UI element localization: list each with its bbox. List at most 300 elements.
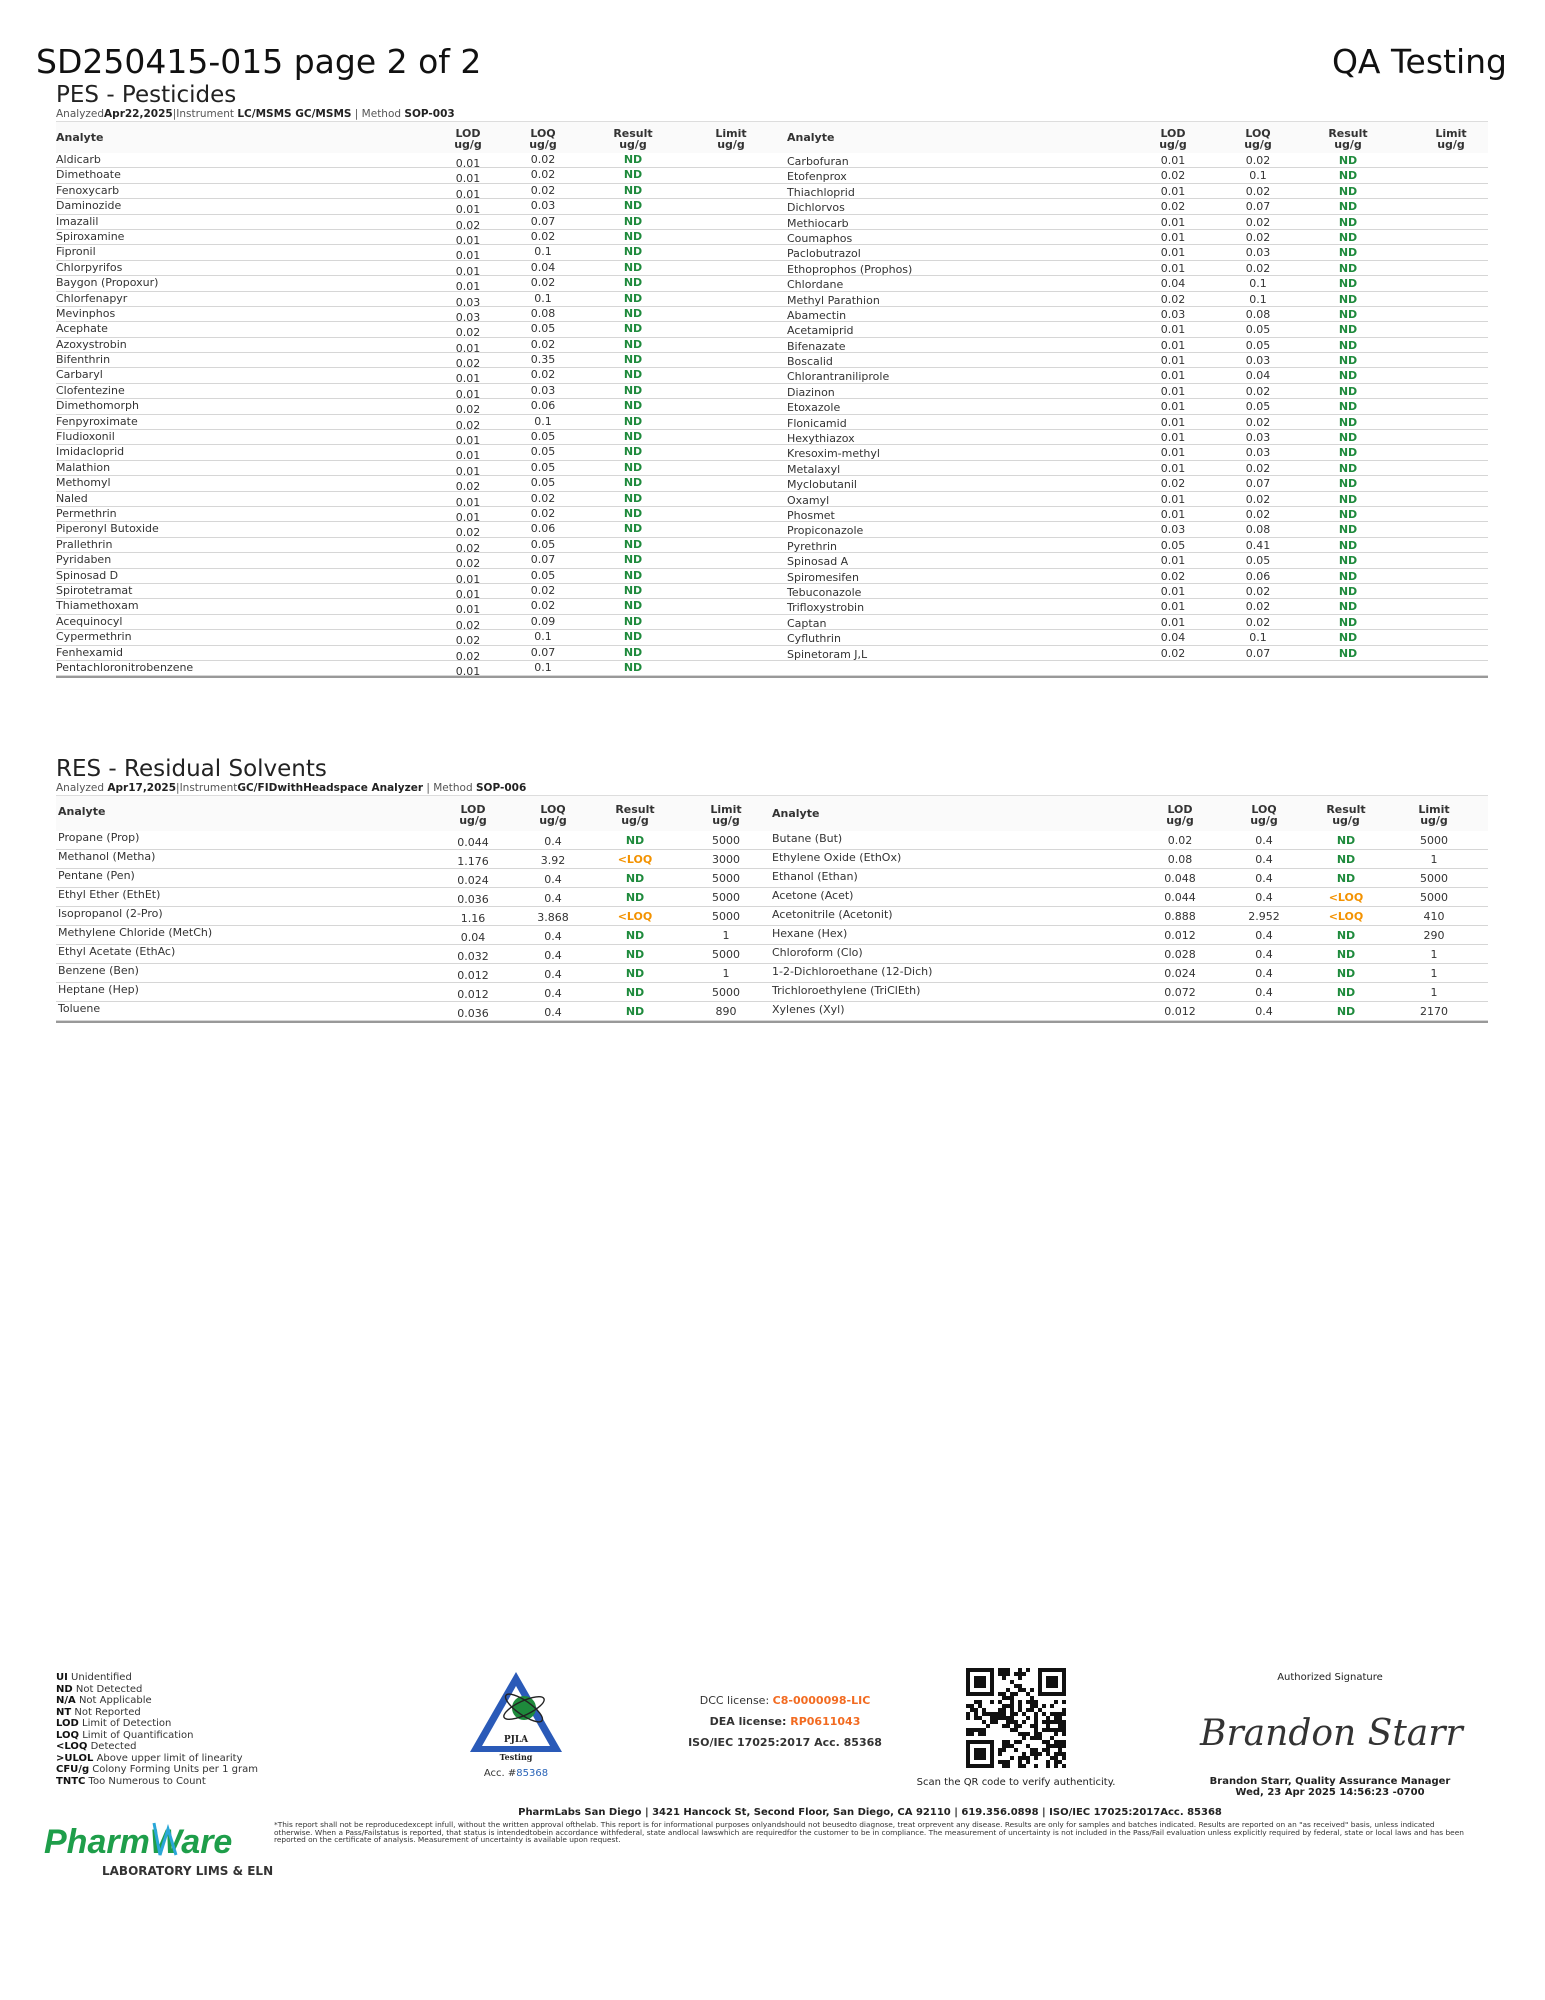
table-cell: 0.01 — [1160, 154, 1186, 167]
table-cell: Naled — [56, 491, 88, 505]
col-lod-label: LOD — [1160, 127, 1186, 140]
legend-abbr: <LOQ — [56, 1741, 88, 1752]
table-cell: 0.07 — [530, 645, 556, 659]
table-cell: Malathion — [56, 460, 111, 474]
table-cell: ND — [1338, 507, 1358, 521]
report-id: SD250415-015 page 2 of 2 — [36, 42, 482, 81]
license-block — [660, 1690, 910, 1753]
analyzed-label: Analyzed — [56, 108, 105, 120]
legend-item — [56, 1684, 258, 1696]
table-cell: 0.1 — [534, 245, 552, 259]
table-row — [56, 399, 1488, 417]
table-cell: ND — [623, 630, 643, 644]
table-cell: ND — [623, 460, 643, 474]
table-cell: 0.02 — [455, 418, 481, 432]
table-cell: 0.02 — [1160, 477, 1186, 491]
table-cell: 3.868 — [537, 911, 569, 924]
table-cell: ND — [625, 929, 645, 942]
table-cell: Chloroform (Clo) — [772, 946, 863, 959]
table-cell: Coumaphos — [787, 231, 853, 245]
col-limit-2 — [1404, 804, 1464, 826]
legend-text: Colony Forming Units per 1 gram — [92, 1764, 258, 1775]
table-cell: 0.01 — [455, 249, 481, 263]
table-cell: 0.02 — [455, 557, 481, 571]
table-cell: Fludioxonil — [56, 430, 115, 444]
table-cell: 0.02 — [1160, 200, 1186, 214]
table-cell: 0.036 — [457, 1007, 489, 1020]
table-row — [56, 615, 1488, 630]
method: SOP-003 — [404, 108, 455, 120]
col-loq-label: LOQ — [540, 803, 566, 816]
table-cell: ND — [1338, 523, 1358, 537]
table-row — [56, 199, 1488, 217]
table-cell: 0.4 — [1255, 967, 1273, 980]
table-cell: 0.01 — [455, 572, 481, 586]
table-cell: Spinosad A — [787, 555, 849, 569]
legend-item — [56, 1707, 258, 1719]
table-cell: 0.02 — [1245, 600, 1271, 614]
table-cell: 0.012 — [1164, 1005, 1196, 1018]
table-body — [56, 831, 1488, 1021]
table-cell: ND — [623, 245, 643, 259]
table-cell: 5000 — [1420, 834, 1448, 847]
table-row — [56, 261, 1488, 276]
table-cell: 1 — [722, 967, 730, 980]
legend-abbr: >ULOL — [56, 1752, 94, 1764]
table-cell: ND — [623, 214, 643, 228]
table-cell: 0.01 — [1160, 338, 1186, 352]
table-cell: Boscalid — [787, 355, 833, 369]
table-cell: 0.02 — [530, 168, 556, 182]
table-cell: 0.04 — [460, 931, 486, 944]
table-row — [56, 338, 1488, 353]
legend-abbr: CFU/g — [56, 1764, 90, 1775]
table-cell: ND — [1338, 400, 1358, 414]
table-row — [56, 168, 1488, 186]
table-row — [56, 646, 1488, 661]
col-loq-label: LOQ — [530, 127, 556, 140]
table-cell: Carbaryl — [56, 368, 103, 382]
table-cell: 0.01 — [1160, 415, 1186, 429]
legend-abbr: TNTC — [56, 1775, 86, 1787]
table-cell: 290 — [1423, 929, 1445, 942]
table-cell: ND — [623, 583, 643, 597]
table-cell: 2170 — [1420, 1005, 1448, 1018]
table-cell: 0.41 — [1245, 538, 1271, 552]
table-row — [56, 153, 1488, 168]
col-limit-label: Limit — [1435, 127, 1467, 140]
section-meta — [56, 782, 1488, 795]
legend-abbr: UI — [56, 1672, 68, 1683]
table-cell: 0.04 — [1245, 369, 1271, 383]
legend-abbr: LOD — [56, 1718, 79, 1729]
table-cell: 0.4 — [544, 835, 562, 848]
table-row — [56, 245, 1488, 263]
table-cell: 0.1 — [534, 291, 552, 305]
table-cell: Methanol (Metha) — [58, 850, 156, 863]
col-result-2 — [1318, 128, 1378, 150]
table-cell: 0.01 — [1160, 461, 1186, 475]
iso-line: ISO/IEC 17025:2017 Acc. 85368 — [688, 1736, 882, 1749]
table-cell: Fenoxycarb — [56, 183, 120, 197]
method-label: | Method — [354, 108, 402, 120]
table-cell: 0.012 — [1164, 929, 1196, 942]
table-row — [56, 230, 1488, 245]
table-cell: 0.05 — [530, 537, 556, 551]
table-row — [56, 569, 1488, 584]
table-cell: 0.02 — [1160, 292, 1186, 306]
table-row — [56, 430, 1488, 448]
table-cell: 0.01 — [455, 603, 481, 617]
table-cell: 0.02 — [455, 480, 481, 494]
table-cell: ND — [1336, 834, 1356, 847]
table-cell: 0.01 — [1160, 507, 1186, 521]
table-cell: 0.02 — [530, 153, 556, 166]
table-cell: Chlordane — [787, 278, 844, 292]
table-cell: 0.01 — [1160, 369, 1186, 383]
table-cell: 0.01 — [1160, 323, 1186, 337]
table-cell: Thiachloprid — [787, 185, 855, 199]
table-cell: ND — [623, 537, 643, 551]
logo-wordmark: PharmWare — [44, 1823, 233, 1861]
acc-label: Acc. # — [483, 1768, 517, 1779]
table-cell: 0.4 — [544, 873, 562, 886]
col-result-unit: ug/g — [619, 138, 647, 151]
table-cell: Fenpyroximate — [56, 414, 138, 428]
col-result-label: Result — [615, 803, 655, 816]
table-cell: 0.01 — [455, 233, 481, 247]
table-row — [56, 307, 1488, 322]
table-cell: 0.02 — [530, 491, 556, 505]
table-cell: 0.06 — [530, 522, 556, 536]
table-cell: ND — [1338, 354, 1358, 368]
table-cell: 0.02 — [1245, 415, 1271, 429]
table-cell: 0.02 — [1245, 184, 1271, 198]
table-cell: Thiamethoxam — [56, 599, 139, 613]
legend-text: Not Reported — [74, 1706, 141, 1718]
legend-item — [56, 1776, 258, 1788]
table-cell: 5000 — [712, 872, 740, 885]
table-cell: ND — [1338, 415, 1358, 429]
legend-text: Detected — [90, 1741, 137, 1752]
table-cell: Pyrethrin — [787, 539, 838, 553]
pesticides-table — [56, 121, 1488, 678]
table-row — [56, 322, 1488, 340]
table-cell: ND — [623, 491, 643, 505]
table-cell: Xylenes (Xyl) — [772, 1003, 845, 1016]
table-cell: 0.09 — [530, 614, 556, 628]
table-cell: 0.012 — [457, 969, 489, 982]
table-cell: 0.01 — [1160, 215, 1186, 229]
table-cell: 0.03 — [530, 383, 556, 397]
table-cell: Spiroxamine — [56, 229, 125, 243]
table-cell: Spiromesifen — [787, 570, 859, 584]
table-cell: 0.06 — [1245, 569, 1271, 583]
table-cell: ND — [1338, 169, 1358, 183]
table-row — [56, 907, 1488, 926]
table-cell: 0.02 — [530, 337, 556, 351]
table-cell: 1-2-Dichloroethane (12-Dich) — [772, 965, 933, 978]
table-header — [56, 795, 1488, 831]
table-cell: Prallethrin — [56, 537, 113, 551]
table-cell: 0.024 — [457, 874, 489, 887]
col-loq-label: LOQ — [1245, 127, 1271, 140]
table-cell: 0.028 — [1164, 948, 1196, 961]
table-cell: Trichloroethylene (TriClEth) — [772, 984, 921, 997]
table-cell: ND — [1338, 461, 1358, 475]
table-cell: Tebuconazole — [787, 585, 862, 599]
table-cell: Methiocarb — [787, 216, 849, 230]
table-cell: Captan — [787, 616, 827, 630]
table-cell: 0.05 — [530, 476, 556, 490]
table-cell: 0.02 — [455, 526, 481, 540]
table-cell: Fenhexamid — [56, 645, 124, 659]
table-cell: 0.02 — [530, 506, 556, 520]
table-cell: 5000 — [1420, 872, 1448, 885]
table-cell: 0.02 — [455, 618, 481, 632]
table-cell: Etoxazole — [787, 401, 841, 415]
table-row — [56, 630, 1488, 648]
table-row — [56, 661, 1488, 676]
col-loq — [523, 804, 583, 826]
table-cell: 0.036 — [457, 893, 489, 906]
col-lod-label: LOD — [460, 803, 486, 816]
table-row — [56, 353, 1488, 371]
table-row — [56, 368, 1488, 386]
table-cell: 0.4 — [544, 949, 562, 962]
legend-item — [56, 1718, 258, 1730]
col-result-unit: ug/g — [621, 814, 649, 827]
table-cell: 0.06 — [530, 399, 556, 413]
table-cell: 0.072 — [1164, 986, 1196, 999]
analyzed-date: Apr22,2025 — [104, 108, 173, 120]
signature-script: Brandon Starr — [1200, 1713, 1463, 1754]
table-row — [56, 276, 1488, 294]
col-analyte: Analyte — [58, 805, 106, 818]
table-cell: 0.02 — [455, 326, 481, 340]
table-cell: 0.03 — [455, 310, 481, 324]
table-cell: 0.02 — [1245, 384, 1271, 398]
table-cell: 0.02 — [455, 218, 481, 232]
table-cell: Daminozide — [56, 199, 122, 213]
table-cell: 0.01 — [455, 172, 481, 186]
table-cell: <LOQ — [617, 853, 653, 866]
table-cell: 0.03 — [1160, 307, 1186, 321]
table-cell: ND — [623, 306, 643, 320]
table-cell: 0.02 — [455, 634, 481, 648]
table-cell: ND — [623, 199, 643, 213]
table-cell: 0.03 — [1245, 354, 1271, 368]
table-cell: Acetamiprid — [787, 324, 854, 338]
table-row — [56, 869, 1488, 888]
table-cell: ND — [623, 168, 643, 182]
table-cell: 0.02 — [455, 649, 481, 663]
table-cell: 0.02 — [530, 368, 556, 382]
pjla-seal-icon — [466, 1668, 566, 1764]
section-title: RES - Residual Solvents — [56, 756, 327, 782]
table-cell: 0.05 — [530, 430, 556, 444]
table-cell: Azoxystrobin — [56, 337, 127, 351]
instrument: GC/FIDwithHeadspace Analyzer — [237, 782, 424, 794]
table-cell: ND — [623, 291, 643, 305]
legend-item — [56, 1672, 258, 1684]
signature-title: Authorized Signature — [1277, 1672, 1383, 1683]
table-cell: Acetone (Acet) — [772, 889, 854, 902]
instrument: LC/MSMS GC/MSMS — [237, 108, 352, 120]
table-cell: 0.02 — [1160, 169, 1186, 183]
table-cell: 0.4 — [544, 987, 562, 1000]
table-cell: ND — [625, 834, 645, 847]
table-cell: 0.08 — [1245, 307, 1271, 321]
table-cell: 0.01 — [1160, 554, 1186, 568]
table-cell: 890 — [715, 1005, 737, 1018]
table-cell: ND — [623, 337, 643, 351]
table-cell: 0.01 — [455, 157, 481, 170]
table-cell: 0.01 — [455, 372, 481, 386]
table-cell: ND — [623, 614, 643, 628]
table-cell: ND — [1336, 986, 1356, 999]
table-cell: ND — [1338, 646, 1358, 660]
legend-text: Unidentified — [71, 1672, 132, 1683]
table-cell: Propane (Prop) — [58, 831, 140, 844]
table-row — [56, 384, 1488, 399]
table-cell: 0.4 — [544, 892, 562, 905]
table-cell: 0.1 — [1249, 277, 1267, 291]
col-lod-unit: ug/g — [454, 138, 482, 151]
table-cell: 0.05 — [530, 445, 556, 459]
table-cell: 0.02 — [1245, 261, 1271, 275]
table-cell: Methyl Parathion — [787, 293, 880, 307]
pharmware-logo — [42, 1815, 274, 1883]
table-cell: Trifloxystrobin — [787, 601, 865, 615]
table-cell: 0.03 — [1245, 431, 1271, 445]
table-cell: ND — [625, 891, 645, 904]
acc-number: 85368 — [516, 1768, 549, 1779]
table-cell: Clofentezine — [56, 383, 125, 397]
col-result-label: Result — [1326, 803, 1366, 816]
table-cell: Imidacloprid — [56, 445, 125, 459]
col-limit-unit: ug/g — [1437, 138, 1465, 151]
col-lod — [443, 128, 493, 150]
col-loq-unit: ug/g — [1244, 138, 1272, 151]
table-cell: 0.08 — [1245, 523, 1271, 537]
solvents-table — [56, 795, 1488, 1023]
table-cell: ND — [625, 986, 645, 999]
legend-text: Limit of Detection — [82, 1718, 172, 1729]
table-cell: ND — [625, 1005, 645, 1018]
table-cell: 0.4 — [544, 1006, 562, 1019]
table-cell: 0.032 — [457, 950, 489, 963]
table-cell: Hexane (Hex) — [772, 927, 848, 940]
table-cell: ND — [1338, 554, 1358, 568]
table-cell: ND — [1338, 431, 1358, 445]
table-cell: 0.4 — [1255, 872, 1273, 885]
table-cell: Ethyl Ether (EthEt) — [58, 888, 161, 901]
table-cell: ND — [625, 872, 645, 885]
abbreviation-legend — [56, 1672, 258, 1787]
table-row — [56, 888, 1488, 907]
table-cell: Mevinphos — [56, 306, 116, 320]
table-cell: 0.02 — [1245, 507, 1271, 521]
table-cell: ND — [1338, 261, 1358, 275]
table-cell: Spinetoram J,L — [787, 647, 868, 661]
table-cell: 0.05 — [530, 568, 556, 582]
table-cell: ND — [1338, 538, 1358, 552]
table-cell: Piperonyl Butoxide — [56, 522, 159, 536]
table-cell: ND — [1336, 872, 1356, 885]
legend-abbr: NT — [56, 1706, 72, 1718]
table-cell: Toluene — [58, 1002, 101, 1015]
table-cell: ND — [623, 183, 643, 197]
table-cell: 3.92 — [540, 854, 566, 867]
disclaimer: *This report shall not be reproducedexcept infull, without the written approval ofthelab. This report is for informational purposes onlyandshould not beusedto diagnose, treat orprevent any disease. Results are only for samples and batches indicated. Results are reported on an "as received" basis, unless indicated otherwise. When a Pass/Failstatus is reported, that status is intendedtobein accordance withfederal, state andlocal lawswhich are requiredfor the customer to be in compliance. The measurement of uncertainty is not included in the Pass/Fail evaluation unless explicitly required by federal, state or local laws and has been reported on the certificate of analysis. Measurement of uncertainty is available upon request. — [274, 1820, 1464, 1845]
table-row — [56, 445, 1488, 463]
table-cell: ND — [1338, 569, 1358, 583]
legend-text: Limit of Quantification — [82, 1729, 194, 1741]
legend-text: Too Numerous to Count — [88, 1775, 206, 1787]
table-row — [56, 926, 1488, 945]
signer-name: Brandon Starr, Quality Assurance Manager — [1209, 1776, 1451, 1787]
table-cell: 1 — [1430, 948, 1438, 961]
col-limit-unit: ug/g — [712, 814, 740, 827]
table-cell: ND — [623, 645, 643, 659]
col-result-unit: ug/g — [1332, 814, 1360, 827]
table-cell: Carbofuran — [787, 155, 849, 168]
table-row — [56, 850, 1488, 869]
col-loq-unit: ug/g — [529, 138, 557, 151]
handwritten-signature — [1190, 1695, 1470, 1765]
qr-code-icon[interactable] — [966, 1668, 1066, 1768]
col-limit-label: Limit — [715, 127, 747, 140]
table-cell: 0.02 — [1245, 154, 1271, 167]
table-row — [56, 476, 1488, 494]
table-cell: ND — [1336, 929, 1356, 942]
table-cell: 5000 — [712, 891, 740, 904]
table-cell: 0.03 — [1160, 523, 1186, 537]
table-cell: 0.01 — [455, 203, 481, 217]
table-cell: Imazalil — [56, 214, 99, 228]
table-cell: 2.952 — [1248, 910, 1280, 923]
table-cell: ND — [625, 967, 645, 980]
table-cell: 0.35 — [530, 353, 556, 367]
table-cell: 1 — [1430, 853, 1438, 866]
table-cell: 0.4 — [1255, 834, 1273, 847]
table-cell: ND — [623, 399, 643, 413]
table-cell: 0.05 — [1245, 323, 1271, 337]
table-cell: 0.07 — [530, 553, 556, 567]
table-cell: ND — [1338, 230, 1358, 244]
table-cell: ND — [623, 553, 643, 567]
table-cell: Aldicarb — [56, 153, 101, 166]
table-cell: ND — [1336, 1005, 1356, 1018]
table-cell: Butane (But) — [772, 832, 843, 845]
table-cell: ND — [1336, 853, 1356, 866]
table-cell: 0.01 — [455, 510, 481, 524]
table-cell: Bifenthrin — [56, 353, 111, 367]
table-row — [56, 415, 1488, 430]
table-cell: Spirotetramat — [56, 583, 133, 597]
table-cell: Pyridaben — [56, 553, 112, 567]
table-cell: 0.01 — [455, 464, 481, 478]
table-cell: 0.01 — [455, 341, 481, 355]
table-cell: 0.02 — [1245, 461, 1271, 475]
table-cell: 0.02 — [530, 599, 556, 613]
col-analyte: Analyte — [56, 131, 104, 144]
analyzed-label: Analyzed — [56, 782, 105, 794]
table-cell: 0.02 — [530, 183, 556, 197]
table-cell: ND — [623, 353, 643, 367]
table-cell: 0.01 — [455, 264, 481, 278]
